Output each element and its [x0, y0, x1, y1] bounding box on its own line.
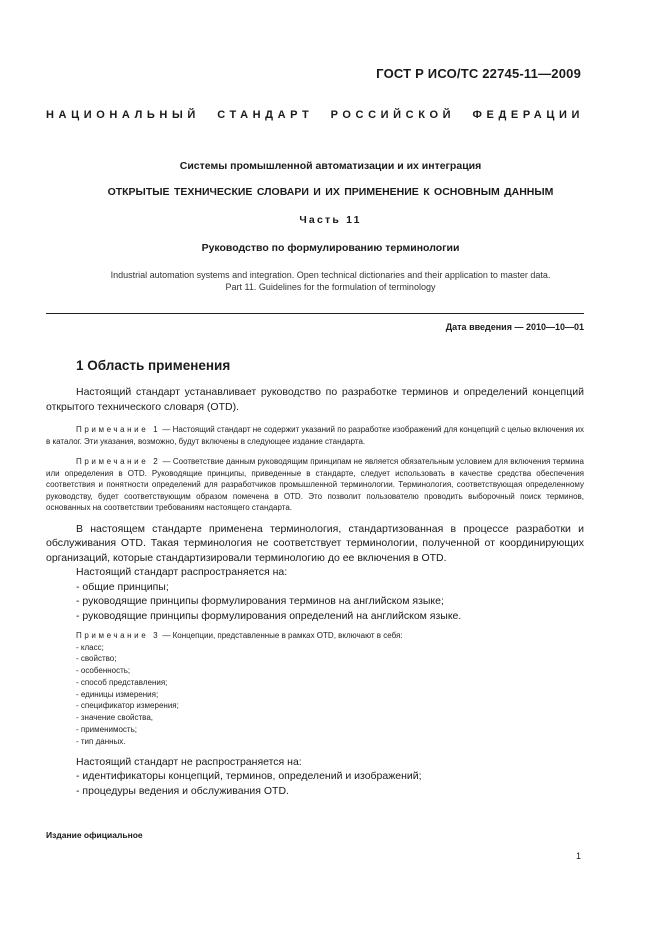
note-1-label: Примечание 1	[76, 425, 161, 434]
note-3	[46, 630, 584, 642]
list-item: - руководящие принципы формулирования терминов на английском языке;	[76, 595, 444, 607]
paragraph-applies-to: Настоящий стандарт распространяется на:	[76, 566, 288, 578]
note-3-text: — Концепции, представленные в рамках OTD, включают в себя:	[160, 631, 403, 640]
standard-code: ГОСТ Р ИСО/ТС 22745-11—2009	[376, 66, 581, 81]
paragraph-scope: Настоящий стандарт устанавливает руководство по разработке терминов и определений концепций открытого технического словаря (OTD).	[46, 386, 584, 413]
paragraph-not-applies: Настоящий стандарт не распространяется на:	[76, 755, 302, 768]
note-list-item: - особенность;	[76, 666, 131, 676]
note-list-item: - единицы измерения;	[76, 689, 159, 699]
note-2	[46, 456, 584, 514]
list-item: - общие принципы;	[76, 580, 169, 593]
note-1	[46, 424, 584, 447]
note-list-item: - тип данных.	[76, 736, 126, 746]
title-subject: Руководство по формулированию терминологии	[201, 242, 460, 254]
note-1-text: — Настоящий стандарт не содержит указаний по разработке изображений для концепций с целью включения их в каталог. Эти указания, возможно, будут включены в следующее издание стандарта.	[46, 425, 584, 446]
list-item: - идентификаторы концепций, терминов, определений и изображений;	[76, 770, 422, 783]
note-list-item: - свойство;	[76, 654, 117, 664]
note-list-item: - класс;	[76, 642, 104, 652]
title-english-line-1: Industrial automation systems and integration. Open technical dictionaries and their application to master data.	[110, 270, 551, 280]
note-list-item: - способ представления;	[76, 677, 168, 687]
national-standard-banner: НАЦИОНАЛЬНЫЙ СТАНДАРТ РОССИЙСКОЙ ФЕДЕРАЦИИ	[46, 109, 584, 121]
section-heading: 1 Область применения	[76, 358, 231, 373]
page-number: 1	[575, 851, 581, 861]
note-2-text: — Соответствие данным руководящим принципам не является обязательным условием для включения термина или определения в OTD. Руководящие принципы, приведенные в стандарте, следует использовать в качестве средства обеспечения соответствия и понятности определений для разработчиков промышленной терминологии. Терминология, соответствующая определенному руководству, будет соответствующим образом помечена в OTD. Это позволит пользователю проводить выборочный поиск терминов, основанных на соответствии требованиям настоящего стандарта.	[46, 457, 584, 512]
list-item: - процедуры ведения и обслуживания OTD.	[76, 784, 289, 797]
note-3-label: Примечание 3	[76, 631, 161, 640]
title-series: Системы промышленной автоматизации и их интеграция	[179, 160, 482, 172]
note-list-item: - спецификатор измерения;	[76, 701, 179, 711]
title-part: Часть 11	[299, 214, 362, 226]
section-body	[46, 385, 584, 798]
official-edition-label: Издание официальное	[46, 830, 143, 840]
title-main: ОТКРЫТЫЕ ТЕХНИЧЕСКИЕ СЛОВАРИ И ИХ ПРИМЕНЕНИЕ К ОСНОВНЫМ ДАННЫМ	[107, 186, 554, 198]
list-item: - руководящие принципы формулирования определений на английском языке.	[76, 609, 462, 622]
note-list-item: - значение свойства,	[76, 713, 153, 723]
title-english	[46, 269, 615, 293]
title-divider	[46, 313, 584, 314]
effective-date: Дата введения — 2010—10—01	[445, 322, 584, 332]
note-list-item: - применимость;	[76, 725, 137, 735]
paragraph-terminology: В настоящем стандарте применена терминология, стандартизованная в процессе разработки и обслуживания OTD. Такая терминология не соответствует терминологии, полученной от координирующих организаций, которые стандартизировали терминологию до ее включения в OTD.	[46, 522, 584, 564]
note-2-label: Примечание 2	[76, 457, 161, 466]
title-english-line-2: Part 11. Guidelines for the formulation of terminology	[225, 282, 436, 292]
